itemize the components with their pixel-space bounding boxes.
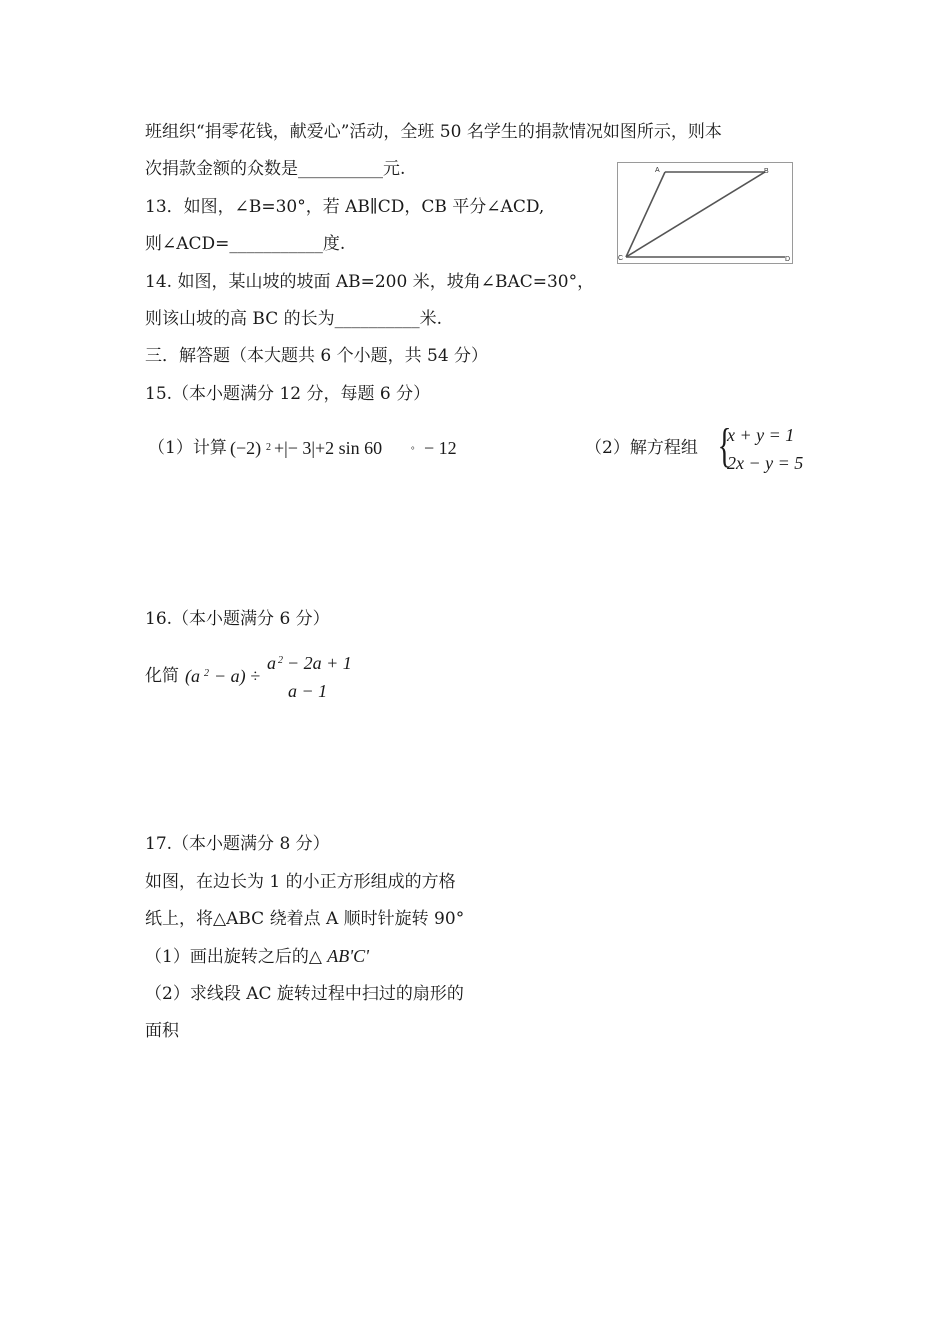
question-17-line-2: 纸上，将△ABC 绕着点 A 顺时针旋转 90° [145, 909, 465, 929]
label-d: D [785, 256, 791, 263]
question-17-part-1-math: AB'C' [327, 946, 369, 966]
q15-1-expr-b: +|− 3|+2 sin 60 [274, 438, 383, 458]
q16-label: 化简 [145, 666, 179, 686]
q16-numerator-a: a [267, 653, 276, 673]
question-17-heading: 17.（本小题满分 8 分） [145, 834, 330, 854]
text-line-1: 班组织“捐零花钱，献爱心”活动，全班 50 名学生的捐款情况如图所示，则本 [145, 122, 722, 142]
q15-part-2 [585, 420, 825, 480]
equation-2: 2x − y = 5 [727, 453, 804, 473]
q15-1-expr-a: (−2) [230, 438, 262, 458]
q16-numerator-sup: 2 [278, 655, 283, 666]
segment-cb [626, 172, 765, 257]
question-17-part-1 [145, 945, 369, 968]
question-13-line-1: 13．如图，∠B=30°，若 AB∥CD，CB 平分∠ACD, [145, 197, 545, 217]
q16-denominator: a − 1 [288, 681, 328, 701]
question-16-heading: 16.（本小题满分 6 分） [145, 609, 330, 629]
parallel-lines-figure [617, 162, 793, 264]
label-b: B [764, 168, 769, 175]
q15-part-1 [148, 437, 488, 467]
question-17-line-1: 如图，在边长为 1 的小正方形组成的方格 [145, 872, 456, 892]
question-14-line-1: 14. 如图，某山坡的坡面 AB=200 米，坡角∠BAC=30°， [145, 272, 595, 292]
label-a: A [655, 167, 660, 174]
question-13-line-2: 则∠ACD=___________度. [145, 234, 346, 254]
q16-lhs-sup: 2 [204, 668, 209, 679]
q16-expression [145, 648, 385, 708]
q16-lhs-a: (a [185, 666, 200, 686]
question-17-part-2-cont: 面积 [145, 1021, 179, 1041]
q16-numerator-rest: − 2a + 1 [287, 653, 352, 673]
q15-1-deg: ° [411, 445, 415, 455]
q15-1-sup: 2 [266, 442, 271, 453]
figure-13 [617, 162, 793, 264]
q15-1-label: （1）计算 [148, 438, 227, 458]
text-line-2: 次捐款金额的众数是__________元. [145, 159, 406, 179]
q15-2-label: （2）解方程组 [585, 438, 698, 458]
q15-1-expr-c: − 12 [424, 438, 457, 458]
question-17-part-1-text: （1）画出旋转之后的△ [145, 947, 322, 967]
label-c: C [618, 255, 624, 262]
question-17-part-2: （2）求线段 AC 旋转过程中扫过的扇形的 [145, 984, 464, 1004]
question-14-line-2: 则该山坡的高 BC 的长为__________米. [145, 309, 443, 329]
equation-1: x + y = 1 [727, 425, 795, 445]
section-3-heading: 三．解答题（本大题共 6 个小题，共 54 分） [145, 346, 489, 366]
equation-brace: { [717, 419, 732, 472]
q16-lhs-b: − a) ÷ [214, 666, 261, 686]
question-15-heading: 15.（本小题满分 12 分，每题 6 分） [145, 384, 431, 404]
